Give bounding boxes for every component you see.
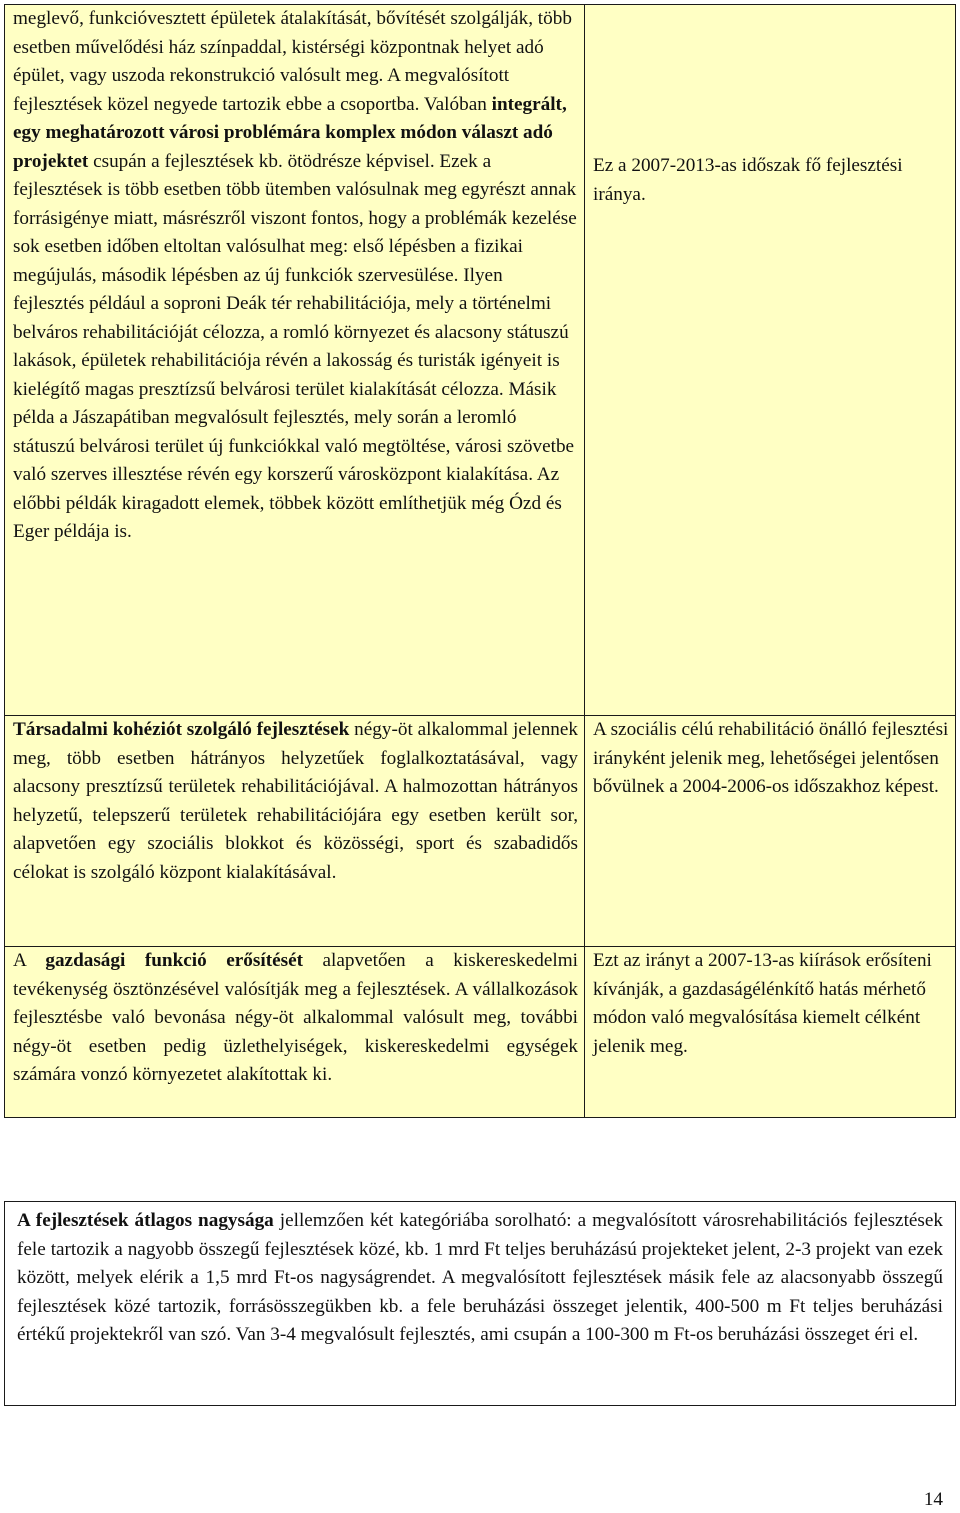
bold-phrase: A fejlesztések átlagos nagysága: [17, 1210, 274, 1231]
page-number: 14: [923, 1489, 943, 1510]
social-cohesion-note-cell: [585, 716, 956, 947]
paragraph-rest: alapvetően a kiskereskedelmi tevékenység ösztönzésével valósítják meg a fejlesztések. A vállalkozások fejlesztésbe való bevonása négy-öt alkalommal valósult meg, további négy-öt esetben pedig üzlethelyiségek, kiskereskedelmi egységek számára vonzó környezetet alakítottak ki.: [13, 950, 578, 1085]
economic-function-note-cell: [585, 947, 956, 1118]
bold-phrase: gazdasági funkció erősítését: [45, 950, 303, 971]
integrated-projects-note-cell: [585, 5, 956, 716]
paragraph-rest: jellemzően két kategóriába sorolható: a megvalósított városrehabilitációs fejlesztések fele tartozik a nagyobb összegű fejlesztések közé, kb. 1 mrd Ft teljes beruházású projekteket jelent, 2-3 projekt van ezek között, melyek elérik a 1,5 mrd Ft-os nagyságrendet. A megvalósított fejlesztések másik fele az alacsonyabb összegű fejlesztések közé tartozik, forrásösszegükben kb. a fele beruházási összeget jelentik, 400-500 m Ft teljes beruházási értékű projektekről van szó. Van 3-4 megvalósult fejlesztés, ami csupán a 100-300 m Ft-os beruházási összeget éri el.: [17, 1210, 944, 1345]
social-cohesion-text: [13, 716, 578, 887]
assessment-table: [4, 4, 956, 1118]
integrated-projects-text: [13, 5, 578, 547]
bold-phrase: Társadalmi kohéziót szolgáló fejlesztések: [13, 719, 350, 740]
table-row: [5, 5, 956, 716]
summary-text: [17, 1207, 943, 1350]
economic-function-text: [13, 947, 578, 1090]
paragraph-rest: négy-öt alkalommal jelennek meg, több esetben hátrányos helyzetűek foglalkoztatásával, vagy alacsony presztízsű területek rehabilitációjával. A halmozottan hátrányos helyzetű, telepszerű területek rehabilitációjára egy esetben került sor, alapvetően egy szociális blokkot és közösségi, sport és szabadidős célokat is szolgáló központ kialakításával.: [13, 719, 578, 883]
paragraph-lead: A: [13, 950, 46, 971]
project-size-summary-box: [4, 1201, 956, 1406]
integrated-projects-cell: [5, 5, 585, 716]
side-note: Ez a 2007-2013-as időszak fő fejlesztési iránya.: [593, 155, 903, 205]
table-row: [5, 716, 956, 947]
bold-phrase: integrált, egy meghatározott városi problémára komplex módon választ adó projektet: [13, 93, 567, 172]
side-note: Ezt az irányt a 2007-13-as kiírások erősíteni kívánják, a gazdaságélénkítő hatás mérhető módon való megvalósítása kiemelt célként jelenik meg.: [593, 950, 932, 1057]
table-row: [5, 947, 956, 1118]
paragraph-rest: csupán a fejlesztések kb. ötödrésze képvisel. Ezek a fejlesztések is több esetben több ütemben valósulnak meg egyrészt annak forrásigénye miatt, másrészről viszont fontos, hogy a problémák kezelése sok esetben időben eltoltan valósulhat meg: első lépésben a fizikai megújulás, második lépésben az új funkciók szervesülése. Ilyen fejlesztés például a soproni Deák tér rehabilitációja, mely a történelmi belváros rehabilitációját célozza, a romló környezet és alacsony státuszú lakások, épületek rehabilitációja révén a lakosság és turisták igényeit is kielégítő magas presztízsű belvárosi terület kialakítását célozza. Másik példa a Jászapátiban megvalósult fejlesztés, mely során a leromló státuszú belvárosi terület új funkciókkal való megtöltése, városi szövetbe való szerves illesztése révén egy korszerű városközpont kialakítása. Az előbbi példák kiragadott elemek, többek között említhetjük még Ózd és Eger példája is.: [13, 150, 577, 542]
side-note: A szociális célú rehabilitáció önálló fejlesztési irányként jelenik meg, lehetőségei jelentősen bővülnek a 2004-2006-os időszakhoz képest.: [593, 719, 949, 797]
social-cohesion-cell: [5, 716, 585, 947]
paragraph-lead: meglevő, funkcióvesztett épületek átalakítását, bővítését szolgálják, több esetben művelődési ház színpaddal, kistérségi központnak helyet adó épület, vagy uszoda rekonstrukció valósult meg. A megvalósított fejlesztések közel negyede tartozik ebbe a csoportba. Valóban: [13, 8, 572, 115]
economic-function-cell: [5, 947, 585, 1118]
